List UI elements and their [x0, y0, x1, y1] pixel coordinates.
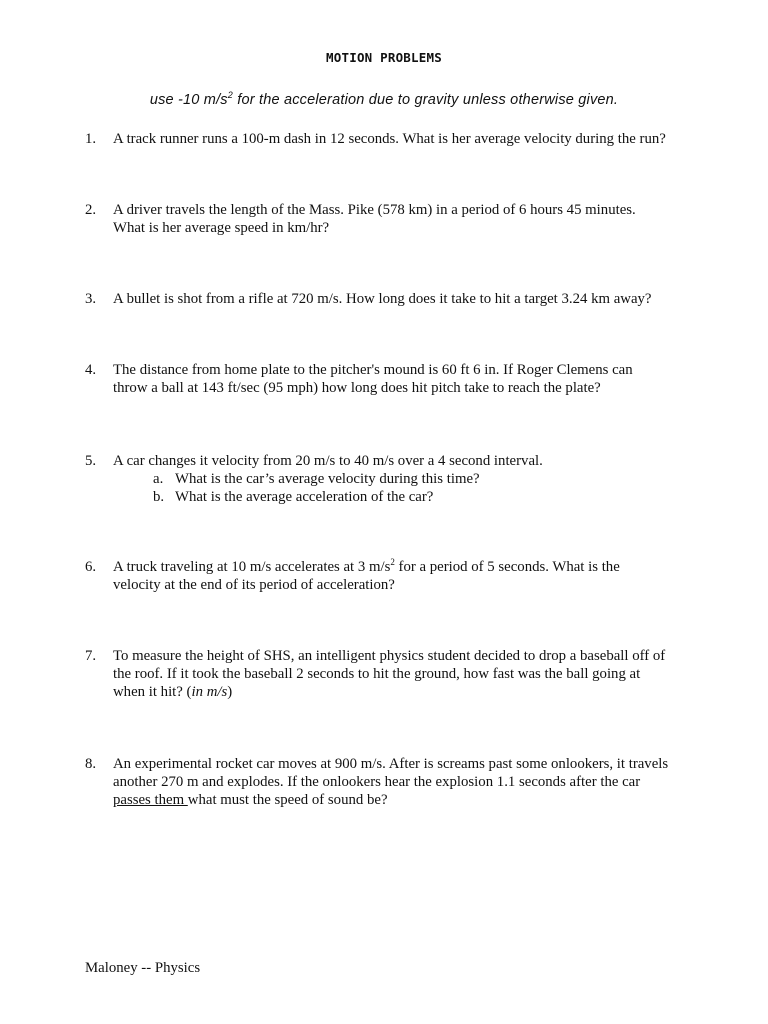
gravity-instruction — [0, 90, 768, 108]
problem-line: the roof. If it took the baseball 2 seconds to hit the ground, how fast was the ball going at — [113, 666, 641, 682]
problem-text — [113, 647, 713, 701]
problem-number: 5. — [85, 453, 97, 469]
unit-hint: in m/s — [191, 684, 228, 700]
problem-line — [113, 558, 713, 576]
problem-number: 3. — [85, 291, 97, 307]
gravity-instruction-exponent: 2 — [227, 90, 233, 100]
problem-number: 7. — [85, 648, 97, 664]
problem-line: A car changes it velocity from 20 m/s to 40 m/s over a 4 second interval. — [113, 453, 543, 469]
sub-question-label: a. — [153, 471, 164, 487]
problem-text — [113, 755, 713, 809]
problem-line: To measure the height of SHS, an intelligent physics student decided to drop a baseball off of — [113, 648, 666, 664]
gravity-instruction-post: for the acceleration due to gravity unless otherwise given. — [232, 91, 619, 108]
problem-text — [113, 452, 713, 506]
problem-line-pre: A truck traveling at 10 m/s accelerates at 3 m/s — [113, 559, 391, 575]
problem-number: 8. — [85, 756, 97, 772]
sub-question-text: What is the average acceleration of the car? — [175, 489, 434, 505]
sub-question-b — [113, 488, 713, 506]
problem-text — [113, 361, 713, 397]
problem-number: 1. — [85, 131, 97, 147]
problem-line: throw a ball at 143 ft/sec (95 mph) how long does hit pitch take to reach the plate? — [113, 380, 601, 396]
sub-question-label: b. — [153, 489, 165, 505]
problem-line — [113, 683, 713, 701]
problem-line: An experimental rocket car moves at 900 m/s. After is screams past some onlookers, it travels — [113, 756, 669, 772]
footer-author: Maloney -- Physics — [85, 960, 201, 976]
problem-line: velocity at the end of its period of acceleration? — [113, 577, 395, 593]
problem-line: What is her average speed in km/hr? — [113, 220, 330, 236]
problem-number: 2. — [85, 202, 97, 218]
problem-text — [113, 558, 713, 594]
problem-line: another 270 m and explodes. If the onlookers hear the explosion 1.1 seconds after the car — [113, 774, 641, 790]
problem-text — [113, 130, 713, 148]
problem-line: A driver travels the length of the Mass. Pike (578 km) in a period of 6 hours 45 minutes. — [113, 202, 636, 218]
problem-line: A bullet is shot from a rifle at 720 m/s. How long does it take to hit a target 3.24 km away? — [113, 291, 652, 307]
sub-question-text: What is the car’s average velocity during this time? — [175, 471, 480, 487]
problem-number: 6. — [85, 559, 97, 575]
problem-line-post: ) — [227, 684, 233, 700]
gravity-instruction-pre: use -10 m/s — [149, 91, 228, 108]
problem-line-post: for a period of 5 seconds. What is the — [394, 559, 620, 575]
page-title: MOTION PROBLEMS — [326, 50, 442, 65]
problem-line: A track runner runs a 100-m dash in 12 seconds. What is her average velocity during the run? — [113, 131, 666, 147]
problem-text — [113, 290, 713, 308]
problem-number: 4. — [85, 362, 97, 378]
problem-line-post: what must the speed of sound be? — [187, 792, 388, 808]
underlined-phrase: passes them — [113, 792, 188, 808]
problem-text — [113, 201, 713, 237]
problem-line-pre: when it hit? ( — [113, 684, 192, 700]
problem-line — [113, 791, 713, 809]
exponent: 2 — [390, 557, 395, 568]
sub-question-a — [113, 470, 713, 488]
problem-line: The distance from home plate to the pitcher's mound is 60 ft 6 in. If Roger Clemens can — [113, 362, 633, 378]
